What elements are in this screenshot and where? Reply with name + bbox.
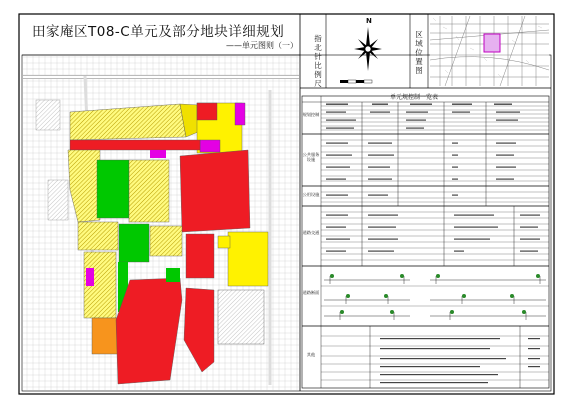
scale-bar bbox=[340, 80, 372, 83]
section-road-sections: 道路断面 bbox=[302, 290, 320, 295]
table-title: 单元规控制一览表 bbox=[390, 94, 439, 101]
scale-label: 指北针比例尺 bbox=[314, 34, 322, 88]
section-utilities: 公用设施 bbox=[302, 192, 320, 197]
section-roads: 道路交通 bbox=[302, 230, 320, 235]
location-map-label: 区域位置图 bbox=[415, 30, 423, 75]
section-other: 其他 bbox=[306, 352, 316, 357]
page-subtitle: ——单元图则（一） bbox=[226, 41, 298, 50]
location-map bbox=[430, 16, 549, 86]
section-public-services: 公共服务设施 bbox=[302, 152, 320, 162]
section-planning-control: 规划控制 bbox=[302, 112, 320, 117]
page-title: 田家庵区T08-C单元及部分地块详细规划 bbox=[32, 24, 285, 40]
north-arrow-icon: N bbox=[366, 17, 372, 25]
land-use-map bbox=[23, 56, 299, 390]
